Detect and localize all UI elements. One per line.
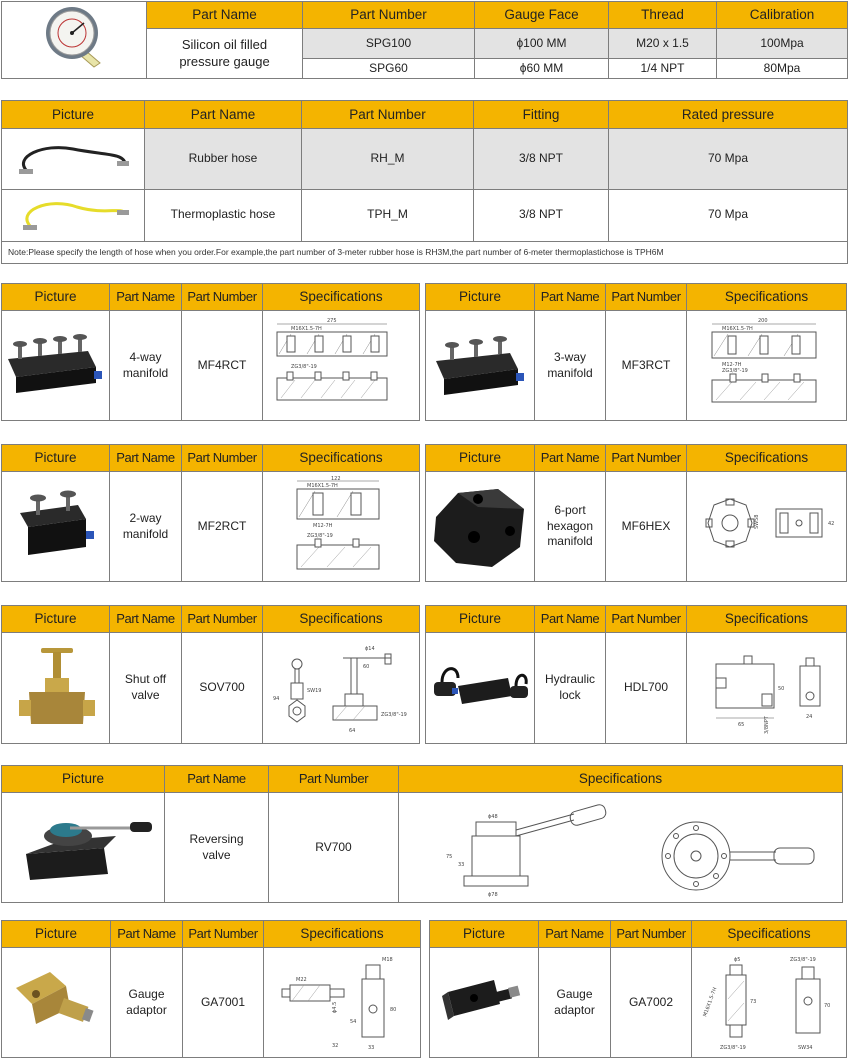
sov-picture <box>2 633 110 744</box>
hdl-dim-65: 65 <box>737 722 744 728</box>
mf6-header-part-name: Part Name <box>535 445 606 472</box>
mf4-header-picture: Picture <box>2 284 110 311</box>
sov-header-part-name: Part Name <box>110 606 182 633</box>
gauge-row1-part-number: SPG100 <box>303 29 475 59</box>
thermoplastic-hose-fitting: 3/8 NPT <box>474 189 609 241</box>
ga2-header-part-name: Part Name <box>539 921 611 948</box>
sov-dim-phi14: ϕ14 <box>365 646 375 652</box>
mf2rct-table <box>1 444 420 582</box>
hdl-part-name: Hydraulic lock <box>535 633 606 744</box>
ga2-dim-thread: M16X1.5-7H <box>702 986 719 1018</box>
mf3-dim-thread: M16X1.5-7H <box>721 325 753 332</box>
sov-dim-64: 64 <box>349 728 356 734</box>
ga2-part-number: GA7002 <box>611 948 692 1058</box>
mf4-header-specifications: Specifications <box>263 284 420 311</box>
mf3-header-part-number: Part Number <box>606 284 687 311</box>
hose-note: Note:Please specify the length of hose when you order.For example,the part number of 3-meter rubber hose is RH3M,the part number of 6-meter thermoplastichose is TPH6M <box>2 241 848 263</box>
ga1-header-part-number: Part Number <box>183 921 264 948</box>
ga1-spec-drawing <box>264 948 421 1058</box>
hdl-header-part-number: Part Number <box>606 606 687 633</box>
ga2-spec-drawing <box>692 948 847 1058</box>
hdl-dim-50: 50 <box>777 686 784 692</box>
mf3-dim-m12: M12-7H <box>721 361 741 368</box>
mf2-header-specifications: Specifications <box>263 445 420 472</box>
sov-dim-thread: ZG3/8"-19 <box>381 712 407 718</box>
mf6-header-picture: Picture <box>426 445 535 472</box>
rv-header-specifications: Specifications <box>399 766 843 793</box>
mf6-header-part-number: Part Number <box>606 445 687 472</box>
gauge-header-thread: Thread <box>609 2 717 29</box>
hose-header-fitting: Fitting <box>474 101 609 129</box>
rv-dim-75: 75 <box>445 853 452 860</box>
mf3-dim-length: 200 <box>757 317 768 324</box>
hdl-header-part-name: Part Name <box>535 606 606 633</box>
thermoplastic-hose-picture <box>2 189 145 241</box>
rv-picture <box>2 793 165 903</box>
gauge-row2-face: ϕ60 MM <box>475 59 609 79</box>
ga1-dim-32: 32 <box>332 1042 339 1049</box>
rubber-hose-pressure: 70 Mpa <box>609 129 848 189</box>
ga2-part-name: Gauge adaptor <box>539 948 611 1058</box>
gauge-table <box>1 1 847 79</box>
ga2-header-picture: Picture <box>430 921 539 948</box>
gauge-row2-thread: 1/4 NPT <box>609 59 717 79</box>
ga2-dim-top-thread: ZG3/8"-19 <box>790 956 816 963</box>
mf4-part-name: 4-way manifold <box>110 311 182 421</box>
mf2-dim-thread: M16X1.5-7H <box>307 482 338 489</box>
mf6-dim-height: 42 <box>827 520 834 527</box>
rv-dim-phi78: ϕ78 <box>487 891 498 898</box>
ga2-header-specifications: Specifications <box>692 921 847 948</box>
mf4-picture <box>2 311 110 421</box>
hose-table <box>1 100 847 264</box>
mf2-dim-m12: M12-7H <box>313 522 333 529</box>
rv-header-part-name: Part Name <box>165 766 269 793</box>
mf2-dim-length: 122 <box>331 475 341 482</box>
sov-part-name: Shut off valve <box>110 633 182 744</box>
ga2-header-part-number: Part Number <box>611 921 692 948</box>
hdl-dim-24: 24 <box>805 714 812 720</box>
ga1-dim-phi45: ϕ4.5 <box>332 1001 338 1013</box>
mf2-spec-drawing <box>263 472 420 582</box>
ga1-header-part-name: Part Name <box>111 921 183 948</box>
mf4-dim-port: ZG3/8"-19 <box>291 363 317 370</box>
sov700-table <box>1 605 420 744</box>
mf4-dim-thread: M16X1.5-7H <box>291 325 322 332</box>
mf4-spec-drawing <box>263 311 420 421</box>
thermoplastic-hose-pressure: 70 Mpa <box>609 189 848 241</box>
hdl700-table <box>425 605 847 744</box>
hose-header-rated-pressure: Rated pressure <box>609 101 848 129</box>
gauge-row2-calibration: 80Mpa <box>717 59 848 79</box>
mf4rct-table <box>1 283 420 421</box>
ga1-header-picture: Picture <box>2 921 111 948</box>
mf3-spec-drawing <box>687 311 847 421</box>
sov-header-picture: Picture <box>2 606 110 633</box>
mf3-picture <box>426 311 535 421</box>
ga2-dim-70: 70 <box>824 1002 831 1009</box>
ga2-picture <box>430 948 539 1058</box>
rubber-hose-part-number: RH_M <box>302 129 474 189</box>
ga2-dim-phi5: ϕ5 <box>734 956 741 963</box>
gauge-row1-thread: M20 x 1.5 <box>609 29 717 59</box>
rv-spec-drawing <box>399 793 843 903</box>
sov-part-number: SOV700 <box>182 633 263 744</box>
mf4-dim-length: 275 <box>327 317 337 324</box>
mf4-header-part-name: Part Name <box>110 284 182 311</box>
gauge-header-part-number: Part Number <box>303 2 475 29</box>
sov-spec-drawing <box>263 633 420 744</box>
hose-header-picture: Picture <box>2 101 145 129</box>
gauge-header-calibration: Calibration <box>717 2 848 29</box>
mf6hex-table <box>425 444 847 582</box>
mf6-part-name: 6-port hexagon manifold <box>535 472 606 582</box>
mf6-part-number: MF6HEX <box>606 472 687 582</box>
rv-dim-33: 33 <box>457 861 464 868</box>
ga1-picture <box>2 948 111 1058</box>
rv700-table <box>1 765 843 903</box>
hdl-part-number: HDL700 <box>606 633 687 744</box>
rv-part-name: Reversing valve <box>165 793 269 903</box>
mf3-part-number: MF3RCT <box>606 311 687 421</box>
mf3rct-table <box>425 283 847 421</box>
rv-part-number: RV700 <box>269 793 399 903</box>
hose-header-part-name: Part Name <box>145 101 302 129</box>
ga1-header-specifications: Specifications <box>264 921 421 948</box>
rubber-hose-name: Rubber hose <box>145 129 302 189</box>
mf6-spec-drawing <box>687 472 847 582</box>
mf2-part-name: 2-way manifold <box>110 472 182 582</box>
mf2-header-part-number: Part Number <box>182 445 263 472</box>
mf3-header-part-name: Part Name <box>535 284 606 311</box>
sov-dim-sw: SW19 <box>307 688 322 694</box>
thermoplastic-hose-part-number: TPH_M <box>302 189 474 241</box>
sov-dim-94: 94 <box>273 696 280 702</box>
rv-dim-phi48: ϕ48 <box>487 813 498 820</box>
rubber-hose-fitting: 3/8 NPT <box>474 129 609 189</box>
mf6-dim-sw: SW58 <box>753 514 760 529</box>
gauge-row2-part-number: SPG60 <box>303 59 475 79</box>
hdl-header-specifications: Specifications <box>687 606 847 633</box>
ga2-dim-port: ZG3/8"-19 <box>720 1044 746 1051</box>
mf4-header-part-number: Part Number <box>182 284 263 311</box>
mf6-header-specifications: Specifications <box>687 445 847 472</box>
mf2-dim-port: ZG3/8"-19 <box>307 532 333 539</box>
ga1-part-name: Gauge adaptor <box>111 948 183 1058</box>
gauge-header-part-name: Part Name <box>147 2 303 29</box>
ga1-part-number: GA7001 <box>183 948 264 1058</box>
thermoplastic-hose-name: Thermoplastic hose <box>145 189 302 241</box>
gauge-row1-face: ϕ100 MM <box>475 29 609 59</box>
mf3-header-specifications: Specifications <box>687 284 847 311</box>
ga7001-table <box>1 920 421 1058</box>
ga1-dim-33: 33 <box>368 1044 375 1051</box>
ga1-dim-m18: M18 <box>382 956 393 963</box>
mf3-dim-port: ZG3/8"-19 <box>721 367 748 374</box>
mf2-part-number: MF2RCT <box>182 472 263 582</box>
ga1-dim-80: 80 <box>390 1006 397 1013</box>
mf2-header-part-name: Part Name <box>110 445 182 472</box>
sov-header-part-number: Part Number <box>182 606 263 633</box>
mf3-header-picture: Picture <box>426 284 535 311</box>
ga7002-table <box>429 920 847 1058</box>
mf2-header-picture: Picture <box>2 445 110 472</box>
gauge-part-name: Silicon oil filled pressure gauge <box>147 29 303 79</box>
mf6-picture <box>426 472 535 582</box>
gauge-header-gauge-face: Gauge Face <box>475 2 609 29</box>
sov-dim-60: 60 <box>363 664 370 670</box>
hose-header-part-number: Part Number <box>302 101 474 129</box>
gauge-picture <box>2 2 147 79</box>
mf3-part-name: 3-way manifold <box>535 311 606 421</box>
rv-header-picture: Picture <box>2 766 165 793</box>
hdl-dim-thread: 3/8NPT <box>763 716 770 734</box>
mf4-part-number: MF4RCT <box>182 311 263 421</box>
ga2-dim-73: 73 <box>750 998 757 1005</box>
gauge-row1-calibration: 100Mpa <box>717 29 848 59</box>
mf2-picture <box>2 472 110 582</box>
hdl-spec-drawing <box>687 633 847 744</box>
ga1-dim-54: 54 <box>350 1018 357 1025</box>
rv-header-part-number: Part Number <box>269 766 399 793</box>
rubber-hose-picture <box>2 129 145 189</box>
hdl-picture <box>426 633 535 744</box>
hdl-header-picture: Picture <box>426 606 535 633</box>
ga2-dim-sw34: SW34 <box>798 1044 813 1051</box>
sov-header-specifications: Specifications <box>263 606 420 633</box>
ga1-dim-m22: M22 <box>296 976 307 983</box>
